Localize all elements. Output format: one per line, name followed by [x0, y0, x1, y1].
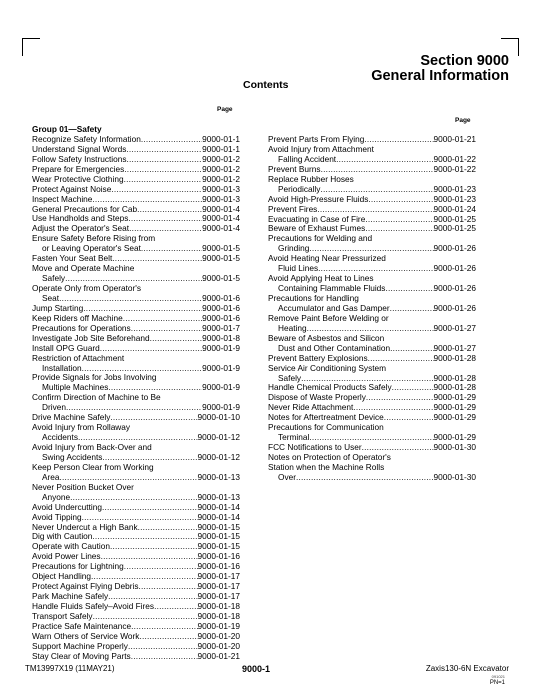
toc-entry: [32, 364, 240, 374]
toc-entry-page: 9000-01-6: [202, 302, 240, 313]
toc-entry: [32, 513, 240, 523]
toc-entry-title: Never Position Bucket Over: [32, 482, 134, 492]
toc-entry: [32, 383, 240, 393]
toc-entry-title: Use Handholds and Steps: [32, 213, 129, 224]
toc-entry-title: Follow Safety Instructions: [32, 153, 127, 164]
crop-mark: [22, 38, 23, 56]
dot-leader: [139, 632, 197, 642]
revision-code: 091021: [491, 674, 505, 679]
dot-leader: [100, 344, 202, 354]
dot-leader: [150, 334, 203, 344]
toc-entry-page: 9000-01-1: [202, 143, 240, 154]
toc-entry-title: Jump Starting: [32, 302, 84, 313]
toc-entry-title: Practice Safe Maintenance: [32, 620, 132, 631]
toc-entry-page: 9000-01-9: [202, 382, 240, 393]
dot-leader: [390, 344, 433, 354]
toc-entry-title: Beware of Asbestos and Silicon: [268, 333, 385, 343]
toc-entry-title: Precautions for Welding and: [268, 234, 373, 244]
dot-leader: [111, 185, 202, 195]
toc-entry-title: Investigate Job Site Beforehand: [32, 332, 150, 343]
toc-entry-page: 9000-01-17: [197, 591, 240, 602]
toc-entry-page: 9000-01-28: [433, 372, 476, 383]
toc-right-column: [268, 135, 476, 483]
toc-entry: [268, 244, 476, 254]
toc-entry-title: Area: [42, 471, 60, 482]
toc-entry: [268, 135, 476, 145]
toc-entry-title: Dust and Other Contamination: [278, 342, 391, 353]
dot-leader: [141, 244, 202, 254]
dot-leader: [124, 175, 203, 185]
toc-entry-page: 9000-01-21: [197, 650, 240, 661]
toc-entry-title: Support Machine Properly: [32, 640, 128, 651]
dot-leader: [141, 135, 202, 145]
toc-entry-title: Prevent Parts From Flying: [268, 134, 365, 144]
toc-entry-title: Anyone: [42, 491, 71, 502]
toc-entry-title: Adjust the Operator's Seat: [32, 223, 130, 234]
toc-entry-page: 9000-01-2: [202, 173, 240, 184]
dot-leader: [78, 433, 198, 443]
toc-entry: [268, 304, 476, 314]
toc-entry-title: Precautions for Communication: [268, 423, 384, 433]
toc-entry-page: 9000-01-25: [433, 223, 476, 234]
toc-entry-page: 9000-01-19: [197, 620, 240, 631]
toc-entry-title: Drive Machine Safely: [32, 412, 111, 423]
dot-leader: [365, 224, 433, 234]
toc-entry-title: Beware of Exhaust Fumes: [268, 223, 366, 234]
toc-entry-title: Installation: [42, 362, 82, 373]
dot-leader: [392, 383, 434, 393]
toc-entry-line: [268, 453, 476, 463]
toc-entry-title: Dispose of Waste Properly: [268, 392, 366, 403]
toc-entry-title: Transport Safely: [32, 610, 93, 621]
toc-entry-title: Move and Operate Machine: [32, 264, 135, 274]
dot-leader: [128, 642, 198, 652]
dot-leader: [129, 224, 202, 234]
toc-entry-title: FCC Notifications to User: [268, 442, 362, 453]
toc-entry-page: 9000-01-29: [433, 412, 476, 423]
toc-entry-page: 9000-01-23: [433, 183, 476, 194]
toc-entry-title: Safely: [278, 372, 302, 383]
toc-entry-title: Restriction of Attachment: [32, 353, 125, 363]
toc-entry-title: Operate with Caution: [32, 541, 110, 552]
toc-entry-title: Park Machine Safely: [32, 591, 109, 602]
toc-entry: [268, 264, 476, 274]
toc-entry-page: 9000-01-26: [433, 283, 476, 294]
toc-entry-page: 9000-01-9: [202, 402, 240, 413]
toc-entry-title: Prepare for Emergencies: [32, 163, 125, 174]
toc-entry-title: Recognize Safety Information: [32, 133, 141, 144]
toc-entry-page: 9000-01-13: [197, 491, 240, 502]
toc-entry-title: Notes on Protection of Operator's: [268, 453, 391, 462]
toc-entry: [268, 443, 476, 453]
toc-group-label: Group 01—Safety: [32, 125, 102, 134]
toc-entry-page: 9000-01-16: [197, 561, 240, 572]
toc-entry-title: Stay Clear of Moving Parts: [32, 650, 131, 661]
dot-leader: [317, 205, 433, 215]
toc-entry-title: Falling Accident: [278, 153, 337, 164]
toc-entry-title: Replace Rubber Hoses: [268, 174, 354, 184]
toc-entry-page: 9000-01-30: [433, 471, 476, 482]
toc-entry-page: 9000-01-20: [197, 630, 240, 641]
dot-leader: [368, 354, 434, 364]
toc-entry-title: Heating: [278, 322, 307, 333]
toc-entry-title: Driven: [42, 402, 66, 413]
toc-entry-title: Terminal: [278, 432, 310, 443]
dot-leader: [131, 652, 198, 662]
dot-leader: [138, 523, 198, 533]
toc-entry-page: 9000-01-7: [202, 322, 240, 333]
toc-entry-title: Remove Paint Before Welding or: [268, 313, 389, 323]
toc-entry-title: Fluid Lines: [278, 263, 319, 274]
toc-entry: [268, 413, 476, 423]
dot-leader: [60, 473, 198, 483]
toc-entry: [32, 254, 240, 264]
toc-left-column: [32, 125, 240, 662]
toc-entry-page: 9000-01-4: [202, 203, 240, 214]
toc-entry-page: 9000-01-29: [433, 402, 476, 413]
page-number: 9000-1: [242, 664, 271, 674]
toc-entry-title: Avoid Tipping: [32, 511, 82, 522]
toc-entry-page: 9000-01-12: [197, 451, 240, 462]
toc-entry-page: 9000-01-25: [433, 213, 476, 224]
toc-entry-page: 9000-01-8: [202, 332, 240, 343]
toc-entry: [32, 473, 240, 483]
toc-entry-title: Multiple Machines: [42, 382, 109, 393]
toc-entry-title: Ensure Safety Before Rising from: [32, 234, 156, 244]
document-id: TM13997X19 (11MAY21): [25, 664, 115, 673]
toc-entry-title: Grinding: [278, 243, 310, 254]
dot-leader: [366, 393, 434, 403]
toc-entry: [268, 165, 476, 175]
toc-entry-page: 9000-01-26: [433, 302, 476, 313]
toc-entry: [32, 195, 240, 205]
crop-mark: [22, 38, 40, 39]
toc-entry-title: Seat: [42, 292, 60, 303]
toc-entry-page: 9000-01-5: [202, 273, 240, 284]
toc-entry-page: 9000-01-28: [433, 352, 476, 363]
toc-entry-page: 9000-01-22: [433, 163, 476, 174]
dot-leader: [321, 165, 434, 175]
dot-leader: [365, 215, 433, 225]
toc-entry-title: Avoid Power Lines: [32, 551, 101, 562]
toc-entry-title: Evacuating in Case of Fire: [268, 213, 366, 224]
dot-leader: [108, 383, 202, 393]
toc-entry-title: Safely: [42, 273, 66, 284]
toc-entry-page: 9000-01-26: [433, 243, 476, 254]
toc-entry-title: Fasten Your Seat Belt: [32, 253, 113, 264]
toc-entry-title: Object Handling: [32, 571, 92, 582]
toc-entry-page: 9000-01-9: [202, 342, 240, 353]
dot-leader: [92, 195, 202, 205]
dot-leader: [126, 145, 202, 155]
toc-entry-page: 9000-01-5: [202, 253, 240, 264]
toc-entry-title: Understand Signal Words: [32, 143, 127, 154]
toc-entry: [268, 284, 476, 294]
toc-entry-title: Never Ride Attachment: [268, 402, 354, 413]
toc-entry-title: Precautions for Operations: [32, 322, 131, 333]
section-number: Section 9000: [420, 53, 509, 69]
dot-leader: [128, 214, 202, 224]
dot-leader: [139, 582, 198, 592]
toc-entry: [32, 453, 240, 463]
dot-leader: [110, 413, 197, 423]
toc-entry: [32, 274, 240, 284]
toc-entry-title: Precautions for Handling: [268, 294, 359, 303]
dot-leader: [390, 304, 434, 314]
toc-entry-page: 9000-01-24: [433, 203, 476, 214]
toc-entry-page: 9000-01-6: [202, 292, 240, 303]
toc-entry-page: 9000-01-16: [197, 551, 240, 562]
toc-entry-page: 9000-01-10: [197, 412, 240, 423]
dot-leader: [385, 284, 433, 294]
toc-entry: [32, 433, 240, 443]
toc-entry-page: 9000-01-5: [202, 243, 240, 254]
toc-entry-page: 9000-01-3: [202, 183, 240, 194]
toc-entry-title: Protect Against Noise: [32, 183, 112, 194]
toc-entry-page: 9000-01-29: [433, 432, 476, 443]
toc-entry-title: Inspect Machine: [32, 193, 93, 204]
toc-entry-title: Service Air Conditioning System: [268, 363, 387, 373]
toc-entry-page: 9000-01-15: [197, 531, 240, 542]
dot-leader: [307, 324, 434, 334]
toc-entry-page: 9000-01-2: [202, 163, 240, 174]
toc-entry-page: 9000-01-17: [197, 571, 240, 582]
page-column-label-right: Page: [455, 117, 471, 124]
toc-entry: [32, 652, 240, 662]
toc-entry-page: 9000-01-2: [202, 153, 240, 164]
toc-entry-title: Prevent Battery Explosions: [268, 352, 368, 363]
dot-leader: [102, 503, 198, 513]
toc-entry-title: Prevent Fires: [268, 203, 318, 214]
page-column-label-left: Page: [217, 106, 233, 113]
contents-heading: Contents: [243, 79, 289, 91]
machine-model: Zaxis130-6N Excavator: [425, 664, 509, 673]
toc-entry-line: [32, 354, 240, 364]
toc-entry-title: Handle Fluids Safely–Avoid Fires: [32, 601, 155, 611]
toc-entry-title: Protect Against Flying Debris: [32, 581, 139, 592]
toc-entry-title: Swing Accidents: [42, 451, 103, 462]
toc-entry-page: 9000-01-29: [433, 392, 476, 403]
toc-entry-title: General Precautions for Cab: [32, 203, 138, 214]
toc-entry-title: Accumulator and Gas Damper: [278, 302, 390, 313]
dot-leader: [131, 622, 197, 632]
toc-entry-title: Precautions for Lightning: [32, 561, 124, 572]
crop-mark: [501, 38, 519, 39]
toc-entry-page: 9000-01-18: [197, 610, 240, 621]
toc-entry-page: 9000-01-21: [433, 134, 476, 144]
dot-leader: [309, 244, 433, 254]
toc-entry-title: Notes for Aftertreatment Device: [268, 412, 384, 423]
toc-entry-title: Keep Person Clear from Working: [32, 462, 154, 472]
toc-entry-title: Avoid Undercutting: [32, 501, 102, 512]
toc-entry: [32, 224, 240, 234]
dot-leader: [102, 453, 197, 463]
dot-leader: [112, 254, 202, 264]
section-title: General Information: [371, 68, 509, 84]
toc-entry-page: 9000-01-17: [197, 581, 240, 592]
toc-entry-page: 9000-01-14: [197, 501, 240, 512]
toc-entry-page: 9000-01-12: [197, 432, 240, 443]
dot-leader: [368, 195, 433, 205]
toc-entry-title: Containing Flammable Fluids: [278, 283, 386, 294]
toc-entry-title: Accidents: [42, 432, 78, 443]
toc-entry-page: 9000-01-4: [202, 223, 240, 234]
toc-entry-title: Dig with Caution: [32, 531, 93, 542]
dot-leader: [124, 165, 202, 175]
toc-entry-title: Periodically: [278, 183, 321, 194]
toc-entry-page: 9000-01-30: [433, 442, 476, 453]
toc-entry-title: Avoid High-Pressure Fluids: [268, 193, 369, 204]
toc-entry-page: 9000-01-6: [202, 312, 240, 323]
toc-entry: [268, 324, 476, 334]
dot-leader: [137, 205, 202, 215]
toc-entry-page: 9000-01-26: [433, 263, 476, 274]
dot-leader: [123, 314, 202, 324]
toc-entry: [32, 413, 240, 423]
toc-entry-line: [268, 364, 476, 374]
toc-entry-title: Never Undercut a High Bank: [32, 521, 138, 532]
dot-leader: [318, 264, 433, 274]
toc-entry: [268, 473, 476, 483]
toc-entry-title: Station when the Machine Rolls: [268, 462, 385, 472]
dot-leader: [124, 562, 198, 572]
toc-entry-title: Confirm Direction of Machine to Be: [32, 393, 161, 403]
toc-entry-title: or Leaving Operator's Seat: [42, 243, 141, 254]
toc-entry-title: Prevent Burns: [268, 163, 321, 174]
toc-entry-title: Avoid Heating Near Pressurized: [268, 254, 386, 264]
toc-entry-title: Handle Chemical Products Safely: [268, 382, 392, 393]
crop-mark: [518, 38, 519, 56]
toc-entry-page: 9000-01-18: [197, 601, 240, 611]
toc-entry-page: 9000-01-15: [197, 521, 240, 532]
dot-leader: [384, 413, 434, 423]
dot-leader: [364, 135, 433, 145]
toc-entry-page: 9000-01-15: [197, 541, 240, 552]
toc-entry-page: 9000-01-13: [197, 471, 240, 482]
toc-entry-page: 9000-01-4: [202, 213, 240, 224]
toc-entry-page: 9000-01-27: [433, 322, 476, 333]
toc-entry-page: 9000-01-20: [197, 640, 240, 651]
toc-entry-page: 9000-01-28: [433, 382, 476, 393]
dot-leader: [127, 155, 203, 165]
toc-entry-title: Warn Others of Service Work: [32, 630, 140, 641]
toc-entry-title: Avoid Injury from Back-Over and: [32, 443, 152, 452]
toc-entry: [32, 344, 240, 354]
toc-entry-page: 9000-01-9: [202, 362, 240, 373]
dot-leader: [296, 473, 434, 483]
toc-entry-title: Provide Signals for Jobs Involving: [32, 373, 157, 383]
toc-entry-title: Keep Riders off Machine: [32, 312, 123, 323]
toc-entry-title: Avoid Injury from Rollaway: [32, 423, 131, 433]
toc-entry-title: Install OPG Guard: [32, 342, 100, 353]
toc-entry-page: 9000-01-3: [202, 193, 240, 204]
toc-entry-page: 9000-01-27: [433, 342, 476, 353]
toc-entry-page: 9000-01-14: [197, 511, 240, 522]
pn-label: PN=1: [489, 680, 505, 686]
toc-entry-title: Avoid Applying Heat to Lines: [268, 274, 374, 284]
toc-entry-title: Avoid Injury from Attachment: [268, 144, 374, 154]
dot-leader: [362, 443, 434, 453]
dot-leader: [82, 513, 198, 523]
section-heading: [371, 54, 509, 84]
toc-entry-title: Wear Protective Clothing: [32, 173, 124, 184]
toc-entry-page: 9000-01-1: [202, 133, 240, 144]
toc-entry: [268, 224, 476, 234]
toc-entry-page: 9000-01-22: [433, 153, 476, 164]
toc-entry: [268, 205, 476, 215]
dot-leader: [65, 274, 202, 284]
toc-entry-page: 9000-01-23: [433, 193, 476, 204]
dot-leader: [336, 155, 433, 165]
dot-leader: [82, 364, 203, 374]
dot-leader: [110, 542, 198, 552]
dot-leader: [154, 602, 197, 612]
toc-entry-title: Operate Only from Operator's: [32, 284, 142, 293]
toc-entry-title: Over: [278, 471, 296, 482]
toc-entry: [268, 354, 476, 364]
